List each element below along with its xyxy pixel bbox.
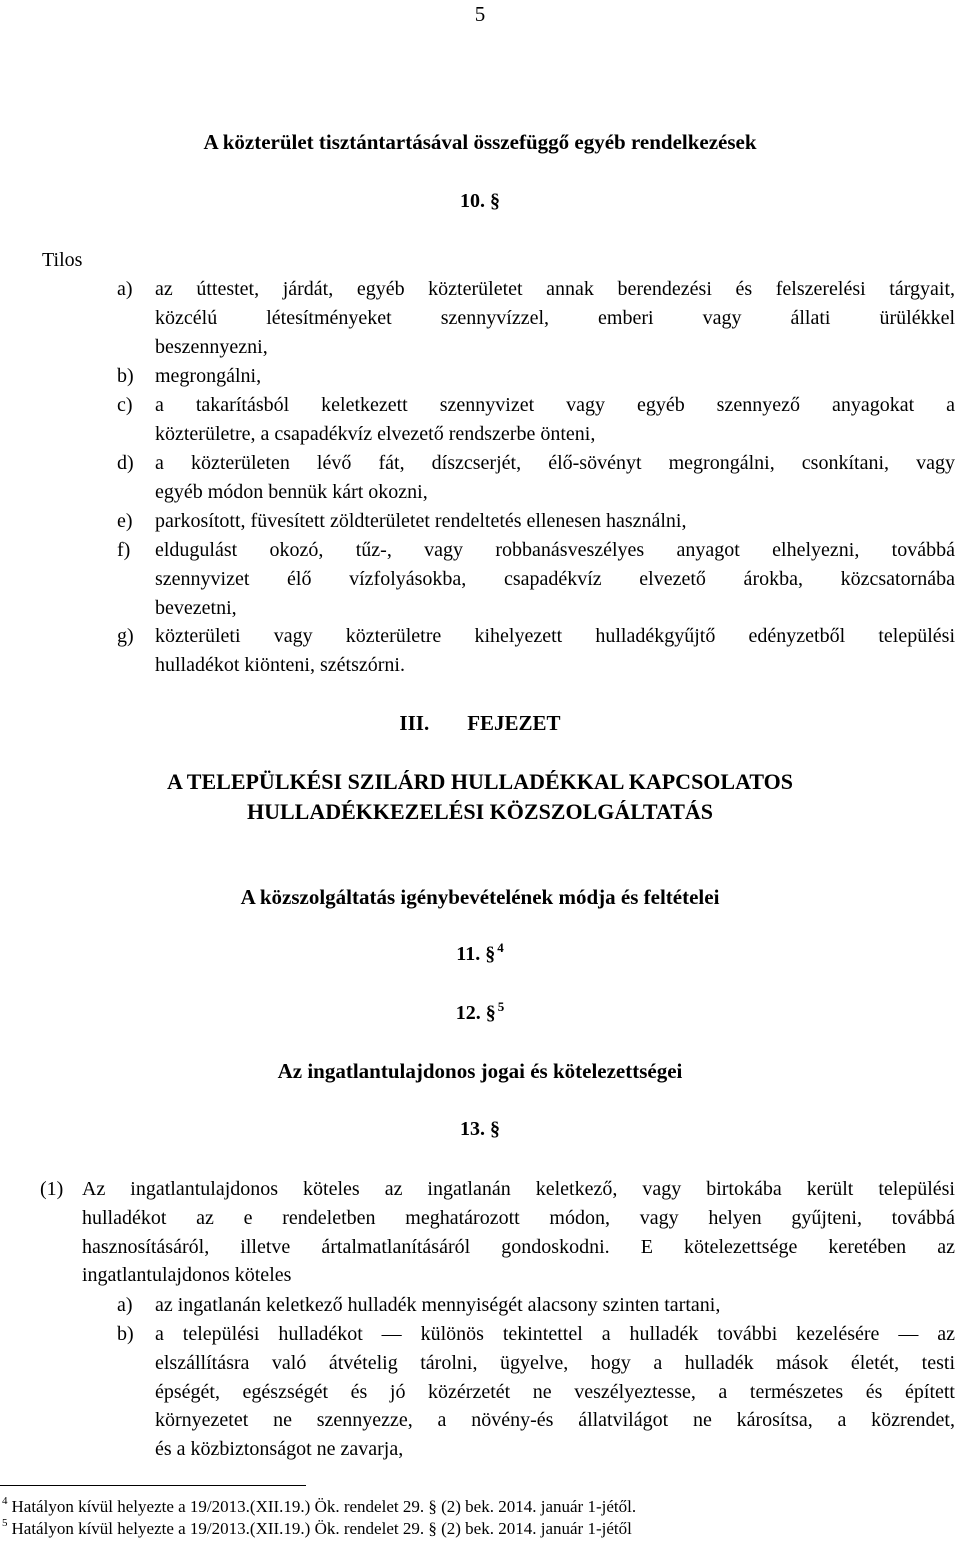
list-b	[117, 1320, 955, 1464]
paragraph-line: hasznosításáról, illetve ártalmatlanításáról gondoskodni. E kötelezettsége keretében az	[82, 1235, 955, 1258]
list-marker: g)	[117, 625, 134, 647]
chapter-title	[0, 767, 960, 827]
list-line: a közterületen lévő fát, díszcserjét, élő-sövényt megrongálni, csonkítani, vagy	[155, 452, 955, 474]
chapter-number: III.	[399, 711, 430, 735]
subheading: A közszolgáltatás igénybevételének módja és feltételei	[240, 885, 720, 909]
list-marker: e)	[117, 510, 133, 532]
list-line: az úttestet, járdát, egyéb közterületet annak berendezési és felszerelési tárgyait,	[155, 278, 955, 300]
list-a	[117, 275, 955, 361]
list-marker: b)	[117, 365, 134, 387]
list-f	[117, 536, 955, 622]
list-line: parkosított, füvesített zöldterületet rendeltetés ellenesen használni,	[155, 510, 687, 532]
section-heading: A közterület tisztántartásával összefüggő egyéb rendelkezések	[203, 130, 757, 154]
list-marker: c)	[117, 394, 133, 416]
section-11	[0, 940, 960, 966]
list-line: a takarításból keletkezett szennyvizet vagy egyéb szennyező anyagokat a	[155, 394, 955, 416]
list-line: eldugulást okozó, tűz-, vagy robbanásveszélyes anyagot elhelyezni, továbbá	[155, 539, 955, 561]
subheading: Az ingatlantulajdonos jogai és kötelezettségei	[277, 1059, 683, 1083]
paragraph-marker: (1)	[40, 1178, 64, 1200]
list-line: környezetet ne szennyezze, a növény-és állatvilágot ne károsítsa, a közrendet,	[155, 1409, 955, 1432]
chapter-label: FEJEZET	[467, 711, 561, 735]
list-line: az ingatlanán keletkező hulladék mennyiségét alacsony szinten tartani,	[155, 1294, 721, 1316]
list-g	[117, 622, 955, 680]
page-number: 5	[474, 2, 486, 26]
section-number: 10. §	[460, 190, 500, 212]
paragraph	[40, 1175, 955, 1290]
footnote-text: Hatályon kívül helyezte a 19/2013.(XII.19.) Ök. rendelet 29. § (2) bek. 2014. január 1-jétől.	[11, 1497, 637, 1516]
list-line: egyéb módon bennük kárt okozni,	[155, 480, 428, 503]
list-line: épségét, egészségét és jó közérzetét ne veszélyeztesse, a természetes és épített	[155, 1380, 955, 1403]
list-line: szennyvizet élő vízfolyásokba, csapadékvíz elvezető árokba, közcsatornába	[155, 567, 955, 590]
section-13: 13. §	[460, 1118, 500, 1140]
chapter-heading	[0, 711, 960, 736]
footnote-ref: 4	[497, 940, 504, 955]
list-line: megrongálni,	[155, 365, 262, 387]
list-line: beszennyezni,	[155, 335, 268, 358]
list-line: hulladékot kiönteni, szétszórni.	[155, 653, 405, 676]
list-marker: d)	[117, 452, 134, 474]
footnote	[2, 1497, 636, 1517]
footnote	[2, 1519, 632, 1539]
list-line: és a közbiztonságot ne zavarja,	[155, 1438, 404, 1461]
list-line: közterületre, a csapadékvíz elvezető rendszerbe önteni,	[155, 422, 596, 445]
chapter-title-line: HULLADÉKKEZELÉSI KÖZSZOLGÁLTATÁS	[246, 799, 714, 824]
paragraph-line: Az ingatlantulajdonos köteles az ingatlanán keletkező, vagy birtokába került települési	[82, 1178, 955, 1200]
list-marker: f)	[117, 539, 131, 561]
footnote-rule	[0, 1485, 306, 1486]
section-number: 11. §	[456, 943, 496, 965]
list-d	[117, 449, 955, 507]
list-line: elszállításra való átvételig tárolni, ügyelve, hogy a hulladék mások életét, testi	[155, 1351, 955, 1374]
list-marker: b)	[117, 1323, 134, 1345]
list-b	[117, 362, 955, 391]
footnote-text: Hatályon kívül helyezte a 19/2013.(XII.19.) Ök. rendelet 29. § (2) bek. 2014. január 1-jétől	[11, 1519, 632, 1538]
paragraph-line: hulladékot az e rendeletben meghatározott módon, vagy helyen gyűjteni, továbbá	[82, 1206, 955, 1229]
list-c	[117, 391, 955, 449]
list-marker: a)	[117, 278, 133, 300]
list-line: közterületi vagy közterületre kihelyezett hulladékgyűjtő edényzetből települési	[155, 625, 955, 647]
footnote-number: 4	[2, 1495, 8, 1507]
list-marker: a)	[117, 1294, 133, 1316]
paragraph-line: ingatlantulajdonos köteles	[82, 1264, 292, 1287]
section-number: 12. §	[455, 1002, 496, 1024]
chapter-title-line: A TELEPÜLKÉSI SZILÁRD HULLADÉKKAL KAPCSOLATOS	[167, 769, 793, 794]
list-line: bevezetni,	[155, 596, 237, 619]
list-line: közcélú létesítményeket szennyvízzel, emberi vagy állati ürülékkel	[155, 306, 955, 329]
footnote-number: 5	[2, 1517, 8, 1529]
list-a	[117, 1291, 955, 1320]
list-e	[117, 507, 955, 536]
footnote-ref: 5	[497, 999, 505, 1014]
intro-text: Tilos	[42, 249, 83, 271]
list-line: a települési hulladékot ― különös tekintettel a hulladék további kezelésére ― az	[155, 1323, 955, 1345]
section-12	[0, 999, 960, 1025]
